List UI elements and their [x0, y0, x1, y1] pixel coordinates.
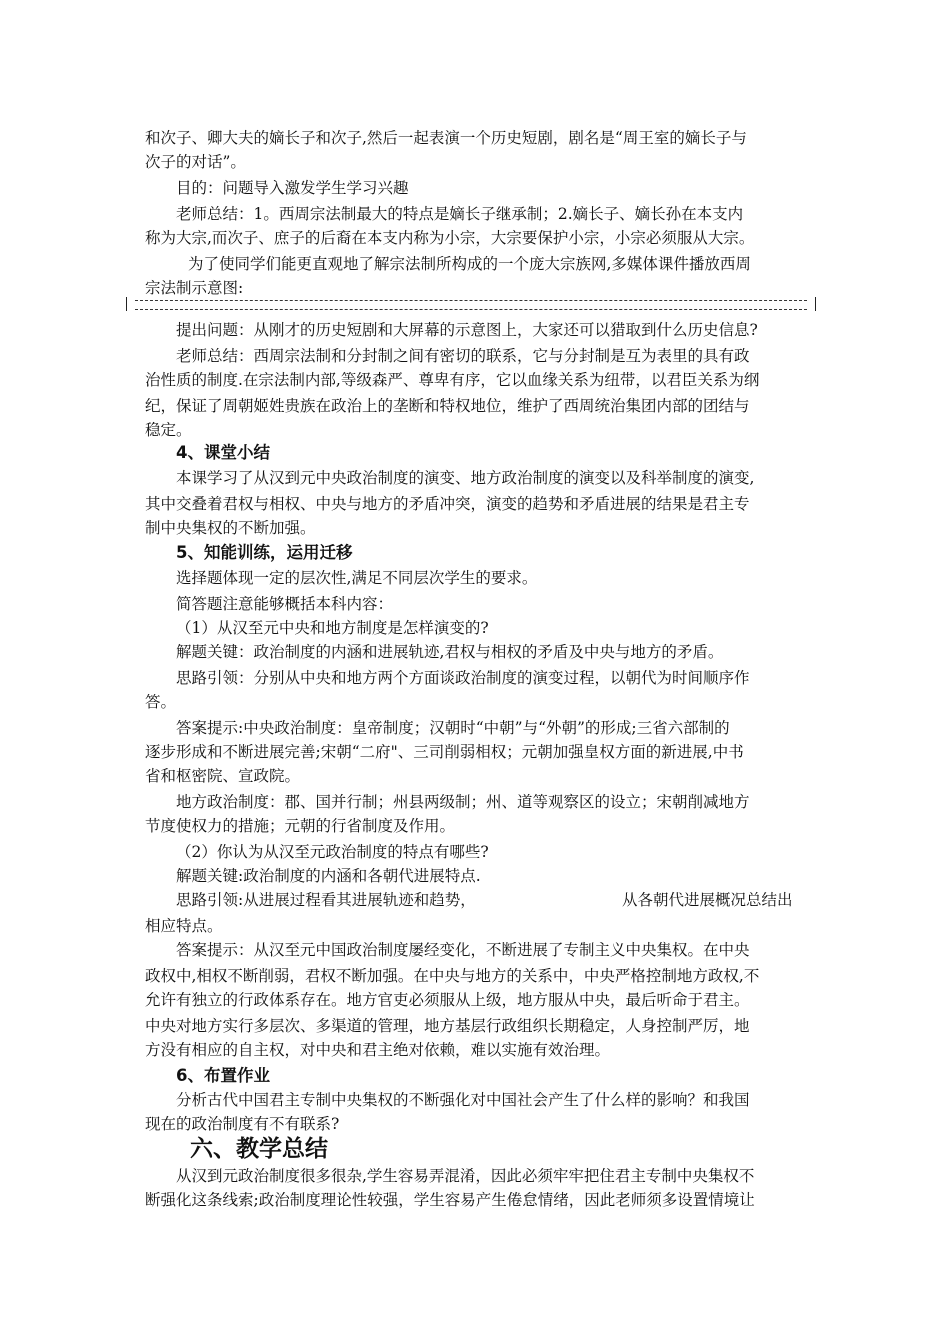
paragraph-line: 逐步形成和不断进展完善;宋朝“二府"、三司削弱相权；元朝加强皇权方面的新进展,中书	[145, 743, 744, 761]
section-heading: 4、课堂小结	[176, 443, 270, 462]
paragraph-line: 思路引领:从进展过程看其进展轨迹和趋势，	[176, 891, 476, 909]
paragraph-line: 答。	[145, 693, 177, 711]
paragraph-line: 从各朝代进展概况总结出	[622, 891, 793, 909]
paragraph-line: 政权中,相权不断削弱，君权不断加强。在中央与地方的关系中，中央严格控制地方政权,不	[145, 967, 760, 985]
chapter-heading: 六、教学总结	[190, 1136, 328, 1162]
paragraph-line: 老师总结：西周宗法制和分封制之间有密切的联系，它与分封制是互为表里的具有政	[176, 347, 750, 365]
paragraph-line: 其中交叠着君权与相权、中央与地方的矛盾冲突，演变的趋势和矛盾进展的结果是君主专	[145, 495, 750, 513]
paragraph-line: 分析古代中国君主专制中央集权的不断强化对中国社会产生了什么样的影响？和我国	[176, 1091, 750, 1109]
paragraph-line: 中央对地方实行多层次、多渠道的管理，地方基层行政组织长期稳定，人身控制严厉，地	[145, 1017, 750, 1035]
paragraph-line: 和次子、卿大夫的嫡长子和次子,然后一起表演一个历史短剧，剧名是“周王室的嫡长子与	[145, 129, 747, 147]
paragraph-line: 方没有相应的自主权，对中央和君主绝对依赖，难以实施有效治理。	[145, 1041, 611, 1059]
section-heading: 6、布置作业	[176, 1066, 270, 1085]
paragraph-line: 为了使同学们能更直观地了解宗法制所构成的一个庞大宗族网,多媒体课件播放西周	[188, 255, 751, 273]
paragraph-line: 宗法制示意图:	[145, 279, 244, 297]
paragraph-line: 称为大宗,而次子、庶子的后裔在本支内称为小宗，大宗要保护小宗，小宗必须服从大宗。	[145, 229, 755, 247]
dashed-rule-top	[135, 300, 807, 301]
paragraph-line: 思路引领：分别从中央和地方两个方面谈政治制度的演变过程，以朝代为时间顺序作	[176, 669, 750, 687]
dashed-rule-bottom	[135, 309, 807, 310]
paragraph-line: 老师总结：1。西周宗法制最大的特点是嫡长子继承制；2.嫡长子、嫡长孙在本支内	[176, 205, 744, 223]
paragraph-line: 省和枢密院、宣政院。	[145, 767, 301, 785]
paragraph-line: （1）从汉至元中央和地方制度是怎样演变的?	[176, 619, 489, 637]
paragraph-line: （2）你认为从汉至元政治制度的特点有哪些?	[176, 843, 489, 861]
paragraph-line: 次子的对话”。	[145, 153, 246, 171]
paragraph-line: 制中央集权的不断加强。	[145, 519, 316, 537]
section-heading: 5、知能训练，运用迁移	[176, 543, 353, 562]
paragraph-line: 相应特点。	[145, 917, 223, 935]
paragraph-line: 地方政治制度：郡、国并行制；州县两级制；州、道等观察区的设立；宋朝削减地方	[176, 793, 750, 811]
paragraph-line: 答案提示:中央政治制度：皇帝制度；汉朝时“中朝”与“外朝”的形成;三省六部制的	[176, 719, 730, 737]
paragraph-line: 目的：问题导入激发学生学习兴趣	[176, 179, 409, 197]
paragraph-line: 提出问题：从刚才的历史短剧和大屏幕的示意图上，大家还可以猎取到什么历史信息?	[176, 321, 758, 339]
paragraph-line: 允许有独立的行政体系存在。地方官吏必须服从上级，地方服从中央，最后听命于君主。	[145, 991, 750, 1009]
diagram-placeholder-frame	[126, 297, 816, 311]
paragraph-line: 稳定。	[145, 421, 192, 439]
paragraph-line: 纪，保证了周朝姬姓贵族在政治上的垄断和特权地位，维护了西周统治集团内部的团结与	[145, 397, 750, 415]
paragraph-line: 解题关键：政治制度的内涵和进展轨迹,君权与相权的矛盾及中央与地方的矛盾。	[176, 643, 724, 661]
paragraph-line: 选择题体现一定的层次性,满足不同层次学生的要求。	[176, 569, 538, 587]
paragraph-line: 治性质的制度.在宗法制内部,等级森严、尊卑有序，它以血缘关系为纽带，以君臣关系为纲	[145, 371, 760, 389]
paragraph-line: 本课学习了从汉到元中央政治制度的演变、地方政治制度的演变以及科举制度的演变,	[176, 469, 755, 487]
paragraph-line: 答案提示：从汉至元中国政治制度屡经变化，不断进展了专制主义中央集权。在中央	[176, 941, 750, 959]
paragraph-line: 断强化这条线索;政治制度理论性较强，学生容易产生倦怠情绪，因此老师须多设置情境让	[145, 1191, 755, 1209]
paragraph-line: 节度使权力的措施；元朝的行省制度及作用。	[145, 817, 456, 835]
paragraph-line: 现在的政治制度有不有联系?	[145, 1115, 340, 1133]
paragraph-line: 从汉到元政治制度很多很杂,学生容易弄混淆，因此必须牢牢把住君主专制中央集权不	[176, 1167, 755, 1185]
paragraph-line: 简答题注意能够概括本科内容：	[176, 595, 394, 613]
paragraph-line: 解题关键:政治制度的内涵和各朝代进展特点.	[176, 867, 481, 885]
